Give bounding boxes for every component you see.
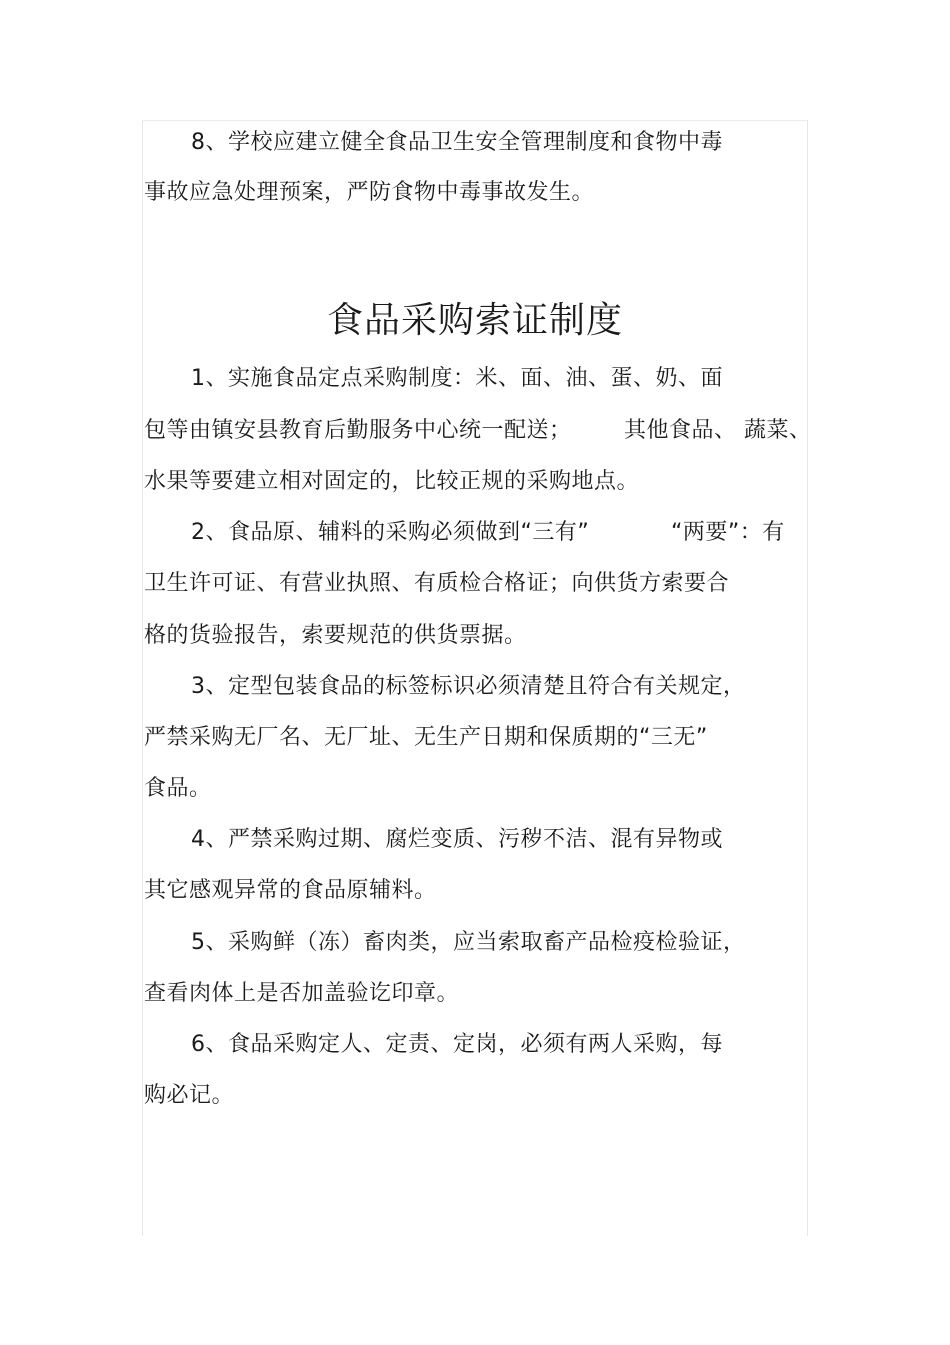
item-1-line-3: 水果等要建立相对固定的，比较正规的采购地点。 bbox=[144, 469, 640, 494]
item-2-line-1b: “两要”：有 bbox=[671, 520, 785, 545]
item-1-line-1: 1、实施食品定点采购制度：米、面、油、蛋、奶、面 bbox=[191, 366, 723, 391]
item-3-line-2: 严禁采购无厂名、无厂址、无生产日期和保质期的“三无” bbox=[144, 725, 708, 750]
item-3-line-1: 3、定型包装食品的标签标识必须清楚且符合有关规定， bbox=[191, 674, 746, 699]
item-5-line-1: 5、采购鲜（冻）畜肉类，应当索取畜产品检疫检验证， bbox=[191, 930, 746, 955]
item-6-line-2: 购必记。 bbox=[144, 1083, 235, 1108]
item-2-line-1a: 2、食品原、辅料的采购必须做到“三有” bbox=[191, 520, 590, 545]
item-5-line-2: 查看肉体上是否加盖验讫印章。 bbox=[144, 981, 460, 1006]
item-4-line-1: 4、严禁采购过期、腐烂变质、污秽不洁、混有异物或 bbox=[191, 827, 723, 852]
item-6-line-1: 6、食品采购定人、定责、定岗，必须有两人采购，每 bbox=[191, 1032, 723, 1057]
intro-line-1: 8、学校应建立健全食品卫生安全管理制度和食物中毒 bbox=[191, 130, 723, 155]
intro-line-2: 事故应急处理预案，严防食物中毒事故发生。 bbox=[144, 180, 595, 205]
item-2-line-3: 格的货验报告，索要规范的供货票据。 bbox=[144, 623, 527, 648]
item-2-line-2: 卫生许可证、有营业执照、有质检合格证；向供货方索要合 bbox=[144, 571, 730, 596]
item-1-line-2a: 包等由镇安县教育后勤服务中心统一配送； bbox=[144, 418, 572, 443]
item-1-line-2b: 其他食品、 蔬菜、 bbox=[624, 418, 812, 443]
page-title: 食品采购索证制度 bbox=[326, 300, 623, 341]
item-3-line-3: 食品。 bbox=[144, 776, 212, 801]
item-4-line-2: 其它感观异常的食品原辅料。 bbox=[144, 878, 437, 903]
